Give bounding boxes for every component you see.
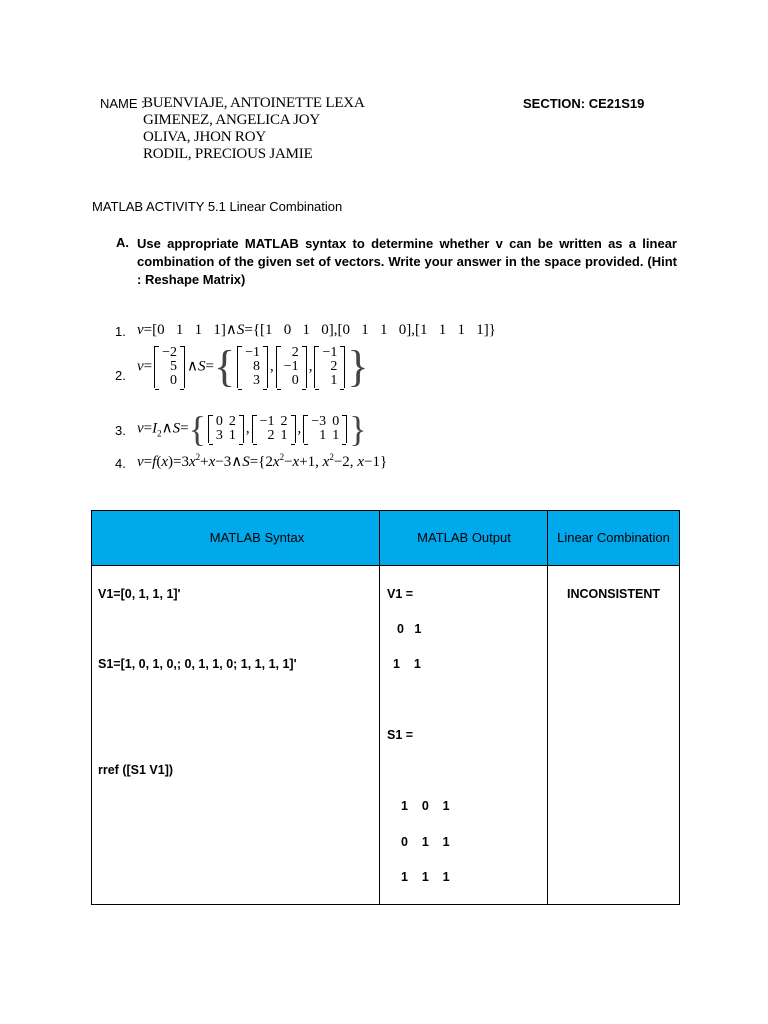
syntax-line: S1=[1, 0, 1, 0,; 0, 1, 1, 0; 1, 1, 1, 1]' (98, 657, 297, 671)
problem-number: 4. (115, 456, 126, 471)
member-name: GIMENEZ, ANGELICA JOY (143, 112, 321, 128)
instruction-text: Use appropriate MATLAB syntax to determine whether v can be written as a linear combination of the given set of vectors. Write your answer in the space provided. (Hint : Reshape Matrix) (137, 236, 677, 287)
header-linear-combination-label: Linear Combination (557, 530, 670, 545)
instruction-letter: A. (116, 235, 129, 250)
header-syntax-label: MATLAB Syntax (209, 530, 305, 545)
output-line: V1 = (387, 587, 414, 601)
problem-4-equation: $v=f(x)=3x^2+x-3\wedge S=\{2x^2-x+1$, $x^2-2$, x−1} (137, 452, 388, 470)
output-line: 0 1 1 (401, 835, 450, 849)
member-name: RODIL, PRECIOUS JAMIE (143, 146, 313, 162)
activity-title: MATLAB ACTIVITY 5.1 Linear Combination (92, 199, 343, 214)
problem-number: 2. (115, 368, 126, 383)
header-output-label: MATLAB Output (417, 530, 511, 545)
linear-combination-result: INCONSISTENT (566, 587, 661, 601)
name-label: NAME : (100, 96, 145, 111)
output-line: S1 = (387, 728, 414, 742)
column-divider (92, 511, 380, 904)
problem-number: 3. (115, 423, 126, 438)
problem-1-equation: v=[0 1 1 1]∧S={[1 0 1 0],[0 1 1 0],[1 1 1 1]} (137, 322, 496, 338)
header-linear-combination (548, 511, 679, 566)
output-line: 0 1 (397, 622, 422, 636)
member-name: BUENVIAJE, ANTOINETTE LEXA (143, 95, 365, 111)
section-label: SECTION: CE21S19 (523, 96, 645, 111)
problem-3-equation: $v=I_2\wedge S=${ 0 2 3 1 , −1 2 2 1 , −3 0 1 1 } (137, 409, 367, 449)
problem-number: 1. (115, 324, 126, 339)
problem-2-equation: v= −2 5 0 ∧S={ −1 8 3 , 2 −1 0 , −1 2 1 } (137, 342, 369, 391)
syntax-line: rref ([S1 V1]) (98, 763, 174, 777)
syntax-line: V1=[0, 1, 1, 1]' (98, 587, 181, 601)
output-line: 1 1 (393, 657, 421, 671)
output-line: 1 1 1 (401, 870, 450, 884)
output-line: 1 0 1 (401, 799, 450, 813)
member-name: OLIVA, JHON ROY (143, 129, 266, 145)
results-table (91, 510, 680, 905)
